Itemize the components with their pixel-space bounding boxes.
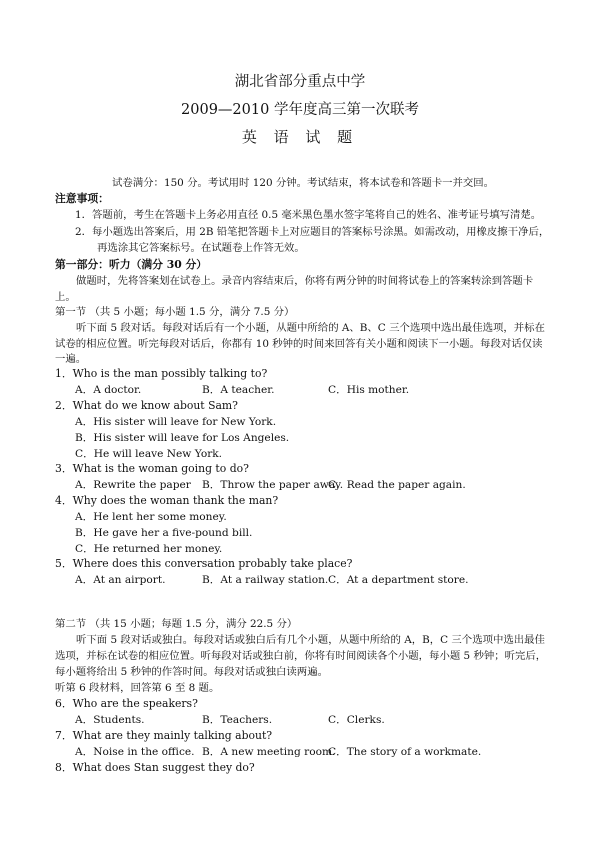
q4-option-b: B．He gave her a five-pound bill. — [75, 527, 253, 539]
q5-option-c: C．At a department store. — [328, 574, 469, 586]
q3-option-a: A．Rewrite the paper — [75, 479, 191, 491]
q1-option-b: B．A teacher. — [202, 384, 275, 396]
question-1: 1．Who is the man possibly talking to? — [55, 367, 268, 380]
question-5: 5．Where does this conversation probably take place? — [55, 557, 353, 570]
section1-intro-2: 试卷的相应位置。听完每段对话后，你都有 10 秒钟的时间来回答有关小题和阅读下一小题。每段对话仅读 — [55, 338, 543, 350]
q6-option-a: A．Students. — [75, 714, 145, 726]
part1-intro-cont: 上。 — [55, 291, 76, 303]
section2-intro-2: 选项，并标在试卷的相应位置。听每段对话或独白前，你将有时间阅读各个小题，每小题 5 秒钟；听完后， — [55, 650, 547, 662]
q5-option-b: B．At a railway station. — [202, 574, 329, 586]
section1-heading: 第一节 （共 5 小题；每小题 1.5 分，满分 7.5 分） — [55, 306, 295, 318]
q7-option-a: A．Noise in the office. — [75, 746, 195, 758]
question-3: 3．What is the woman going to do? — [55, 462, 249, 475]
q4-option-a: A．He lent her some money. — [75, 511, 227, 523]
school-title: 湖北省部分重点中学 — [234, 74, 366, 90]
q6-option-c: C．Clerks. — [328, 714, 385, 726]
part1-intro: 做题时，先将答案划在试卷上。录音内容结束后，你将有两分钟的时间将试卷上的答案转涂到答题卡 — [76, 275, 534, 287]
question-2: 2．What do we know about Sam? — [55, 399, 238, 412]
q2-option-a: A．His sister will leave for New York. — [75, 416, 277, 428]
q2-option-b: B．His sister will leave for Los Angeles. — [75, 432, 290, 444]
section2-heading: 第二节 （共 15 小题；每题 1.5 分，满分 22.5 分） — [55, 618, 298, 630]
q1-option-a: A．A doctor. — [75, 384, 142, 396]
q1-option-c: C．His mother. — [328, 384, 410, 396]
question-8: 8．What does Stan suggest they do? — [55, 761, 255, 774]
notice-item-1: 1．答题前，考生在答题卡上务必用直径 0.5 毫米黑色墨水签字笔将自己的姓名、准考证号填写清楚。 — [75, 209, 542, 221]
part1-heading: 第一部分：听力（满分 30 分） — [55, 258, 208, 271]
q5-option-a: A．At an airport. — [75, 574, 166, 586]
q6-option-b: B．Teachers. — [202, 714, 273, 726]
q7-option-c: C．The story of a workmate. — [328, 746, 482, 758]
q7-option-b: B．A new meeting room. — [202, 746, 336, 758]
section2-intro-1: 听下面 5 段对话或独白。每段对话或独白后有几个小题，从题中所给的 A，B，C 三个选项中选出最佳 — [76, 634, 545, 646]
q4-option-c: C．He returned her money. — [75, 543, 223, 555]
question-4: 4．Why does the woman thank the man? — [55, 494, 279, 507]
q3-option-c: C．Read the paper again. — [328, 479, 466, 491]
notice-heading: 注意事项： — [55, 192, 109, 205]
section1-intro-1: 听下面 5 段对话。每段对话后有一个小题，从题中所给的 A、B、C 三个选项中选出最佳选项，并标在 — [76, 322, 545, 334]
material-6-instruction: 听第 6 段材料，回答第 6 至 8 题。 — [55, 682, 220, 694]
exam-info: 试卷满分：150 分。考试用时 120 分钟。考试结束，将本试卷和答题卡一并交回。 — [112, 177, 495, 189]
question-6: 6．Who are the speakers? — [55, 697, 198, 710]
q2-option-c: C．He will leave New York. — [75, 448, 223, 460]
notice-item-2-cont: 再选涂其它答案标号。在试题卷上作答无效。 — [97, 242, 305, 254]
q3-option-b: B．Throw the paper away. — [202, 479, 344, 491]
section1-intro-3: 一遍。 — [55, 353, 87, 365]
exam-title: 2009—2010 学年度高三第一次联考 — [181, 102, 419, 118]
subject-title: 英 语 试 题 — [241, 128, 359, 146]
question-7: 7．What are they mainly talking about? — [55, 729, 273, 742]
section2-intro-3: 每小题将给出 5 秒钟的作答时间。每段对话或独白读两遍。 — [55, 666, 328, 678]
notice-item-2: 2．每小题选出答案后，用 2B 铅笔把答题卡上对应题目的答案标号涂黑。如需改动，用橡皮擦干净后， — [75, 226, 550, 238]
